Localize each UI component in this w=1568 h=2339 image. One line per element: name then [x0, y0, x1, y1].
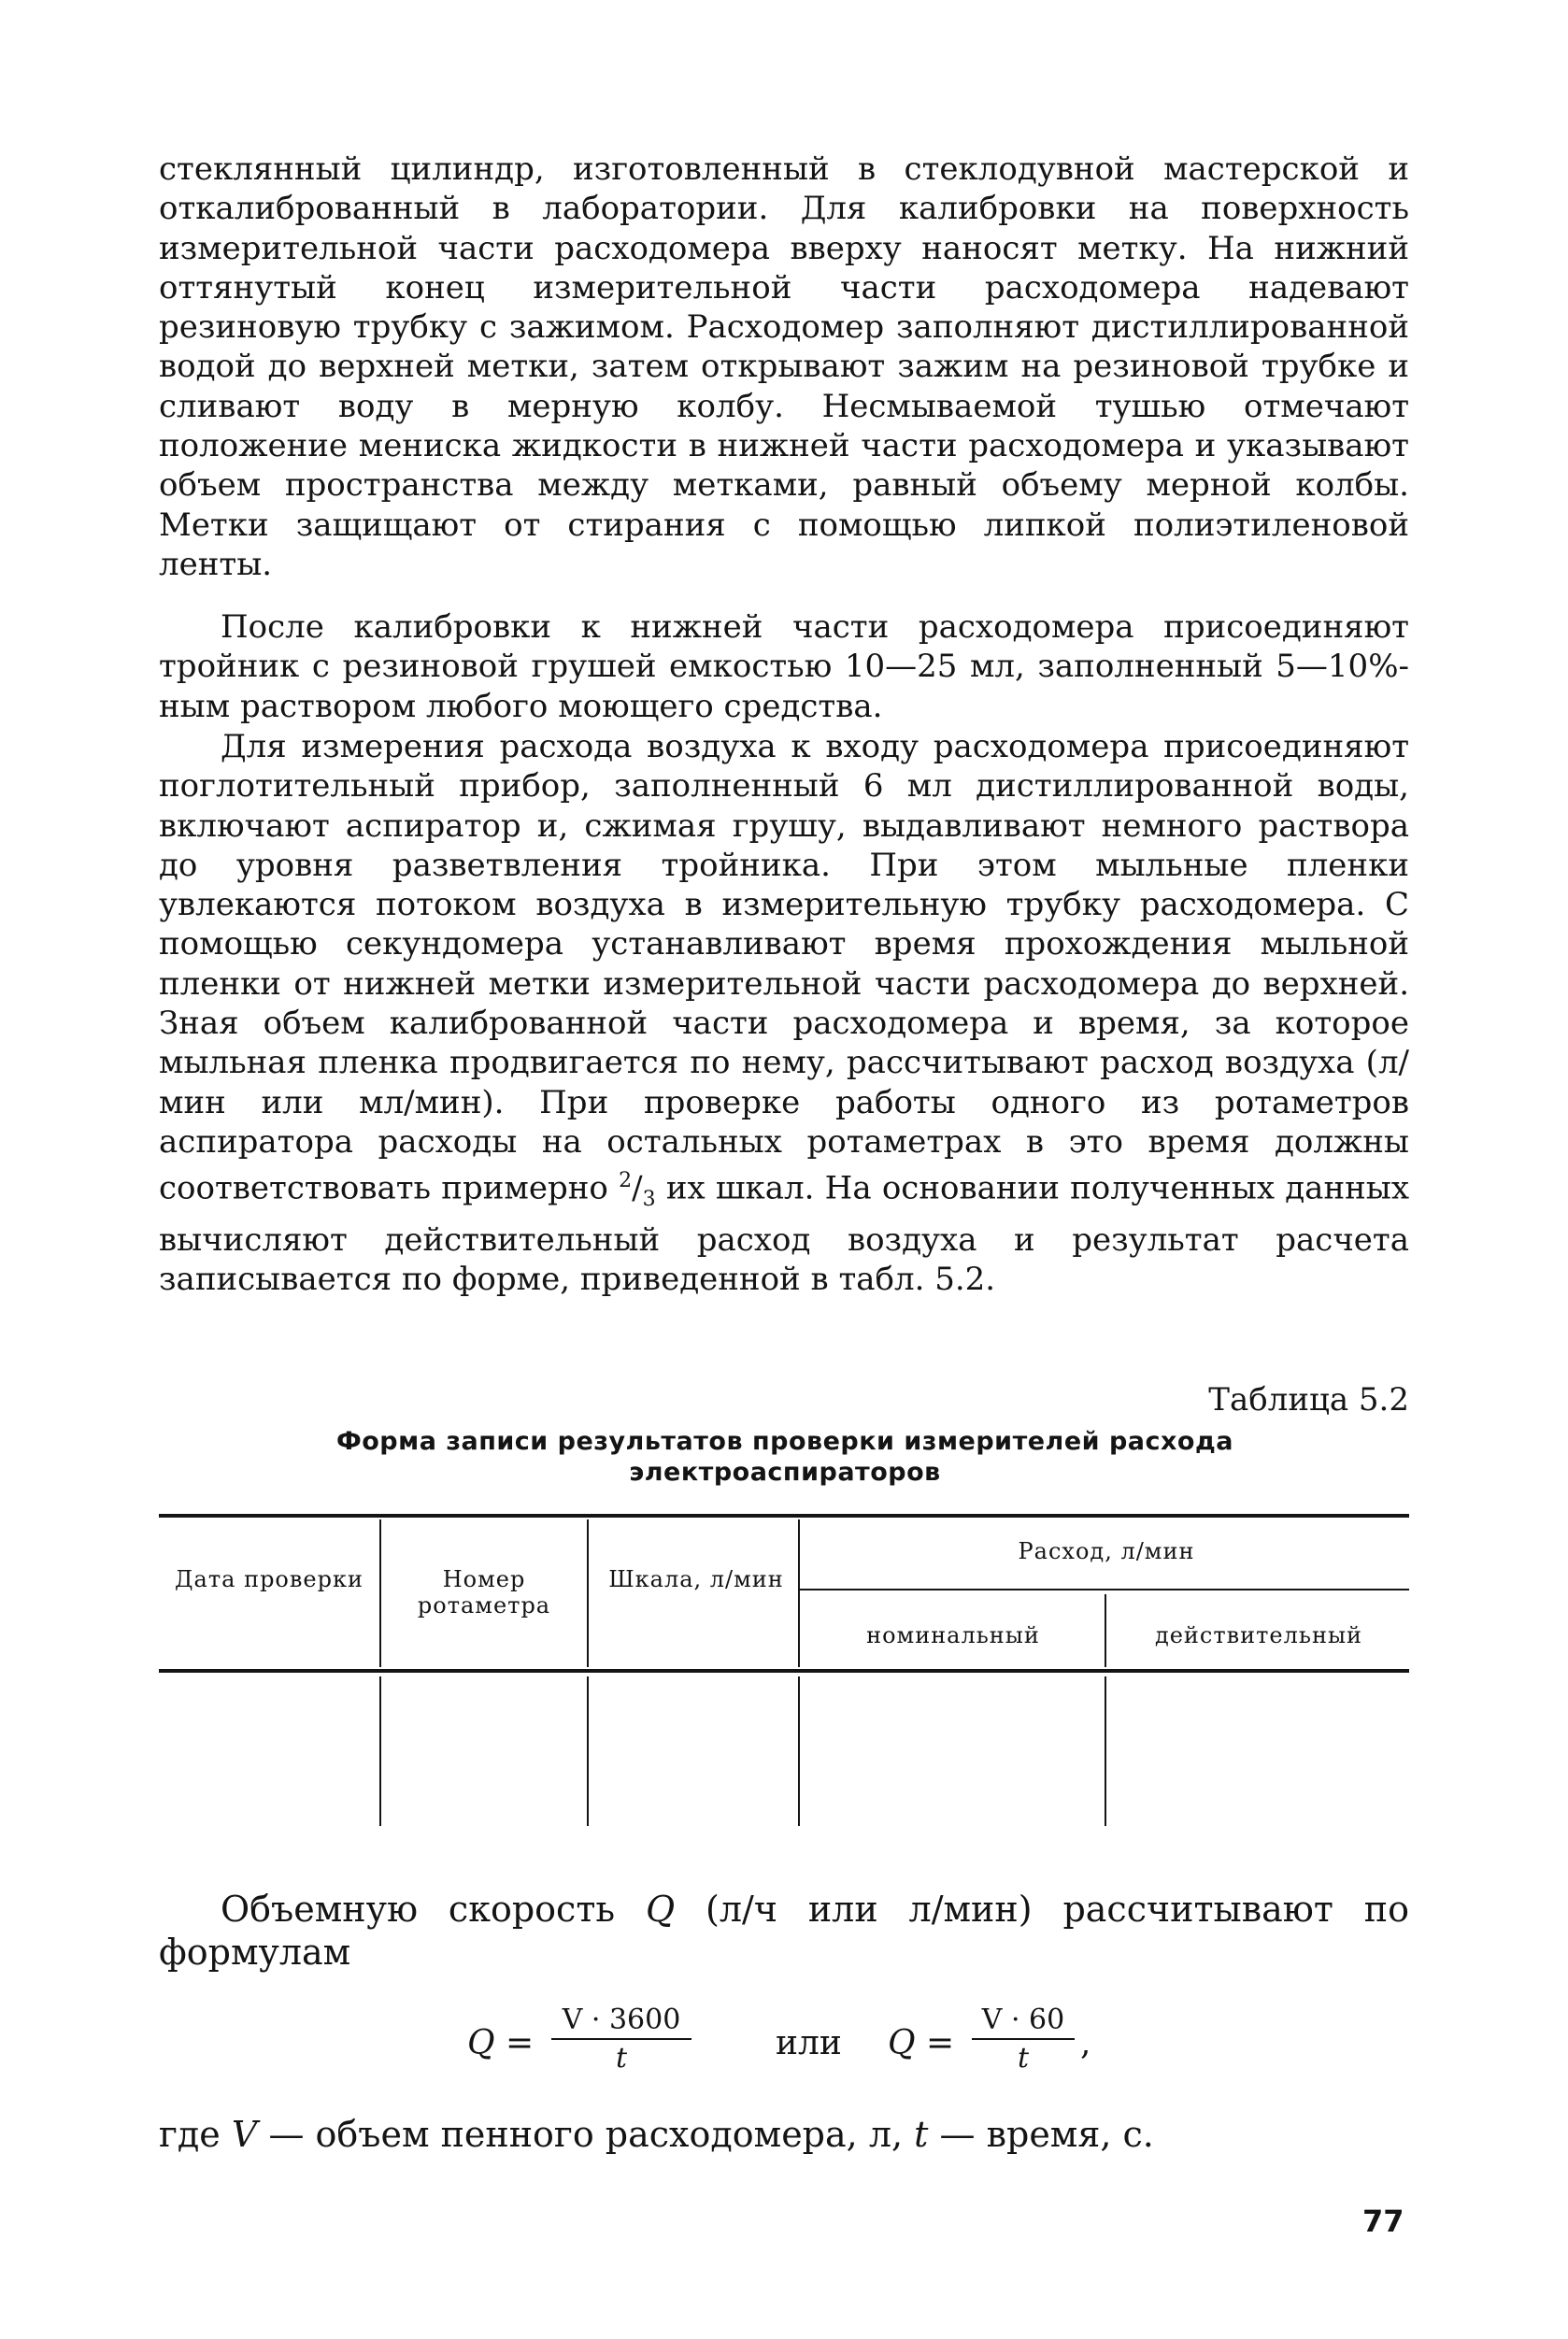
- table-col-divider: [798, 1519, 800, 1667]
- v-symbol: V: [231, 2114, 258, 2155]
- fraction-denominator: t: [615, 2042, 628, 2075]
- fraction-minute: [972, 2004, 1075, 2075]
- paragraph-calibration: [159, 150, 1409, 584]
- paragraph-text-part: Для измерения расхода воздуха к входу расходомера присоединяют поглотительный прибор, заполненный 6 мл дистиллированной воды, включают аспиратор и, сжимая грушу, выдавливают немного раствора до уровня разветвления тройника. При этом мыльные пленки увлекаются потоком воздуха в измерительную трубку расходомера. С помощью секундомера устанавливают время прохождения мыльной пленки от нижней метки измерительной части расходомера до верхней. Зная объем калиброванной части расходомера и время, за которое мыльная пленка продвигается по нему, рассчитывают расход воздуха (л/мин или мл/мин). При проверке работы одного из ротаметров аспиратора расходы на остальных ротаметрах в это время должны соответствовать примерно: [159, 728, 1409, 1207]
- table-col-divider: [379, 1676, 381, 1826]
- table-label: Таблица 5.2: [1208, 1381, 1409, 1419]
- results-table: [159, 1514, 1409, 1832]
- formula-row: [159, 2004, 1409, 2088]
- paragraph-text: [159, 727, 1409, 1299]
- formula-intro-text: Объемную скорость: [221, 1889, 616, 1930]
- formula-lhs: Q =: [888, 2024, 955, 2062]
- header-date: Дата проверки: [175, 1566, 363, 1592]
- page-number: 77: [1362, 2204, 1404, 2239]
- v-description: — объем пенного расходомера, л,: [268, 2114, 904, 2155]
- table-col-divider: [587, 1519, 589, 1667]
- paragraph-text-part: их шкал. На основании полученных данных вычисляют действительный расход воздуха и результат расчета записывается по форме, приведенной в табл. 5.2.: [159, 1169, 1410, 1298]
- formula-lhs: Q =: [467, 2024, 535, 2062]
- header-actual: действительный: [1154, 1622, 1363, 1648]
- header-rotameter-number: Номер ротаметра: [417, 1566, 551, 1619]
- fraction-denominator: t: [1017, 2042, 1030, 2075]
- paragraph-tee: [159, 607, 1409, 726]
- fraction-numerator: V · 3600: [551, 2004, 691, 2040]
- table-col-divider: [379, 1519, 381, 1667]
- formula-intro: [159, 1888, 1409, 1974]
- fraction-denominator: 3: [642, 1188, 656, 1212]
- paragraph-measurement: [159, 727, 1409, 1299]
- paragraph-text: стеклянный цилиндр, изготовленный в стеклодувной мастерской и откалиброванный в лаборатории. Для калибровки на поверхность измерительной части расходомера вверху наносят метку. На нижний оттянутый конец измерительной части расходомера надевают резиновую трубку с зажимом. Расходомер заполняют дистиллированной водой до верхней метки, затем открывают зажим на резиновой трубке и сливают воду в мерную колбу. Несмываемой тушью отмечают положение мениска жидкости в нижней части расходомера и указывают объем пространства между метками, равный объему мерной колбы. Метки защищают от стирания с помощью липкой полиэтиленовой ленты.: [159, 150, 1409, 583]
- formula-or: или: [776, 2024, 842, 2062]
- t-description: — время, с.: [939, 2114, 1154, 2155]
- formula-comma: ,: [1080, 2024, 1091, 2062]
- table-col-divider: [1105, 1594, 1106, 1667]
- table-col-divider: [798, 1676, 800, 1826]
- t-symbol: t: [914, 2114, 929, 2155]
- table-header-bottom-rule: [159, 1669, 1409, 1673]
- header-scale: Шкала, л/мин: [608, 1566, 784, 1592]
- table-col-divider: [587, 1676, 589, 1826]
- formula-legend: [159, 2114, 1154, 2155]
- table-subheader-rule: [800, 1589, 1409, 1590]
- q-symbol: Q: [645, 1889, 676, 1930]
- fraction-hourly: [551, 2004, 691, 2075]
- header-flow: Расход, л/мин: [1018, 1538, 1195, 1564]
- fraction-slash: /: [632, 1169, 643, 1207]
- formula-intro-text: (л/ч или л/мин) рассчитывают по формулам: [159, 1889, 1409, 1973]
- paragraph-text: После калибровки к нижней части расходомера присоединяют тройник с резиновой грушей емкостью 10—25 мл, заполненный 5—10%-ным раствором любого моющего средства.: [159, 608, 1409, 725]
- table-caption: Форма записи результатов проверки измерителей расхода электроаспираторов: [335, 1427, 1234, 1487]
- legend-prefix: где: [159, 2114, 221, 2155]
- table-col-divider: [1105, 1676, 1106, 1826]
- fraction-numerator: V · 60: [972, 2004, 1075, 2040]
- header-nominal: номинальный: [866, 1622, 1040, 1648]
- table-top-rule: [159, 1514, 1409, 1518]
- fraction-numerator: 2: [619, 1169, 633, 1193]
